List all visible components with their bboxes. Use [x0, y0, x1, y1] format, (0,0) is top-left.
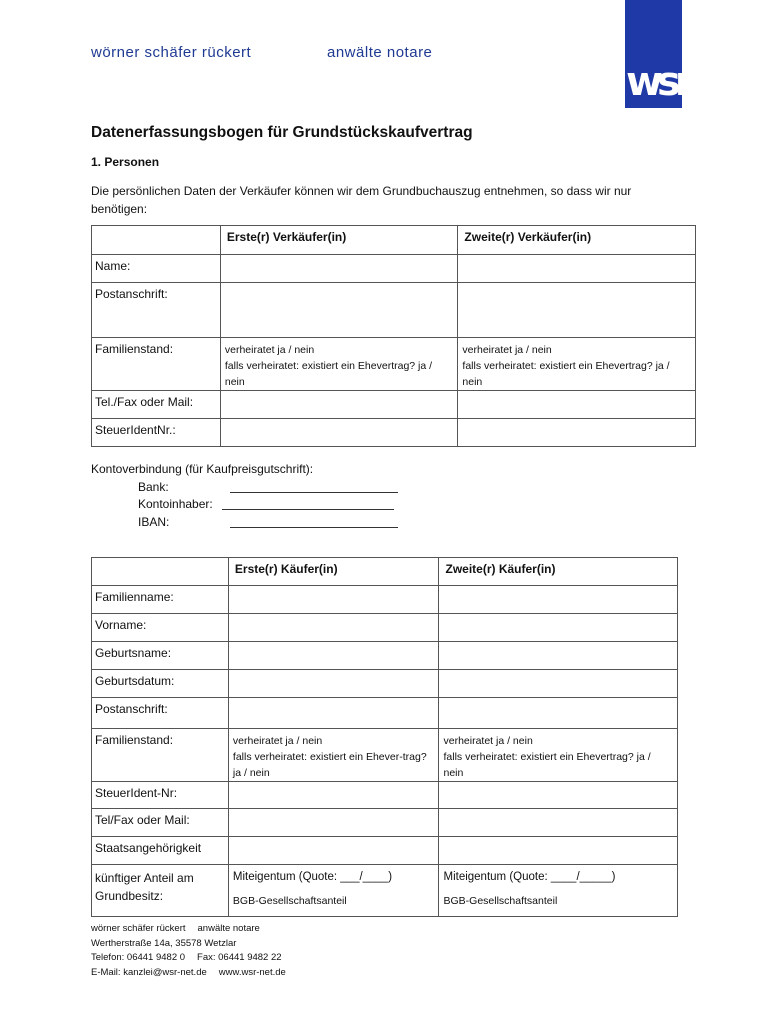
prenup-question: falls verheiratet: existiert ein Ehevertrag? ja / nein: [224, 360, 433, 388]
bank-field[interactable]: [230, 492, 398, 493]
firm-profession: anwälte notare: [327, 44, 433, 61]
row-label: Familienstand:: [92, 729, 229, 782]
footer-fax: Fax: 06441 9482 22: [197, 952, 282, 963]
buyer2-surname-field[interactable]: [439, 586, 678, 614]
buyer2-birthdate-field[interactable]: [439, 670, 678, 698]
prenup-question: falls verheiratet: existiert ein Ehever-trag? ja / nein: [232, 751, 427, 779]
footer-firm-name: wörner schäfer rückert: [91, 923, 186, 934]
row-label: Postanschrift:: [92, 283, 221, 338]
column-header: Erste(r) Verkäufer(in): [220, 226, 458, 255]
buyer2-birthname-field[interactable]: [439, 642, 678, 670]
row-label: Geburtsdatum:: [92, 670, 229, 698]
account-heading: Kontoverbindung (für Kaufpreisgutschrift):: [91, 462, 314, 476]
buyer1-share-field[interactable]: [228, 865, 439, 917]
row-label: Vorname:: [92, 614, 229, 642]
seller2-name-field[interactable]: [458, 255, 696, 283]
buyer2-nationality-field[interactable]: [439, 837, 678, 865]
section-heading: 1. Personen: [91, 155, 160, 169]
row-label: Tel./Fax oder Mail:: [92, 391, 221, 419]
seller1-taxid-field[interactable]: [220, 419, 458, 447]
footer-website[interactable]: www.wsr-net.de: [218, 966, 286, 978]
buyer2-marital-field[interactable]: [439, 729, 678, 782]
buyer2-taxid-field[interactable]: [439, 782, 678, 809]
iban-label: IBAN:: [138, 514, 170, 529]
seller1-name-field[interactable]: [220, 255, 458, 283]
logo-text: wsr: [626, 59, 689, 105]
account-section: [91, 461, 313, 531]
co-ownership-option: Miteigentum (Quote: ____/_____): [443, 871, 616, 883]
buyer1-birthname-field[interactable]: [228, 642, 439, 670]
account-holder-label: Kontoinhaber:: [138, 497, 213, 511]
row-label: Name:: [92, 255, 221, 283]
buyers-table: [91, 557, 678, 917]
buyer1-surname-field[interactable]: [228, 586, 439, 614]
seller1-contact-field[interactable]: [220, 391, 458, 419]
footer: [91, 922, 286, 980]
marital-option: verheiratet ja / nein: [462, 344, 552, 356]
row-label: Geburtsname:: [92, 642, 229, 670]
seller2-marital-field[interactable]: [458, 338, 696, 391]
footer-address: Wertherstraße 14a, 35578 Wetzlar: [91, 937, 237, 949]
sellers-table: [91, 225, 696, 447]
row-label: Tel/Fax oder Mail:: [92, 809, 229, 837]
row-label: Familienstand:: [92, 338, 221, 391]
column-header: Zweite(r) Käufer(in): [439, 558, 678, 586]
iban-field[interactable]: [230, 527, 398, 528]
buyer1-marital-field[interactable]: [228, 729, 439, 782]
seller1-address-field[interactable]: [220, 283, 458, 338]
buyer1-nationality-field[interactable]: [228, 837, 439, 865]
account-holder-field[interactable]: [222, 509, 394, 510]
marital-option: verheiratet ja / nein: [232, 735, 323, 747]
row-label: Staatsangehörigkeit: [92, 837, 229, 865]
firm-name: wörner schäfer rückert: [91, 44, 252, 61]
seller1-marital-field[interactable]: [220, 338, 458, 391]
row-label: SteuerIdent-Nr:: [92, 782, 229, 809]
row-label: Familienname:: [92, 586, 229, 614]
document-title: Datenerfassungsbogen für Grundstückskaufvertrag: [91, 124, 473, 141]
bgb-share-option: BGB-Gesellschaftsanteil: [443, 895, 558, 907]
firm-header: [91, 44, 433, 61]
prenup-question: falls verheiratet: existiert ein Ehevertrag? ja / nein: [443, 751, 651, 779]
header-empty-cell: [92, 558, 229, 586]
wsr-logo: [625, 0, 689, 108]
footer-firm-profession: anwälte notare: [197, 923, 260, 934]
buyer1-taxid-field[interactable]: [228, 782, 439, 809]
footer-email[interactable]: E-Mail: kanzlei@wsr-net.de: [91, 966, 207, 978]
row-label: SteuerIdentNr.:: [92, 419, 221, 447]
buyer1-contact-field[interactable]: [228, 809, 439, 837]
marital-option: verheiratet ja / nein: [443, 735, 533, 747]
seller2-contact-field[interactable]: [458, 391, 696, 419]
co-ownership-option: Miteigentum (Quote: ___/____): [232, 871, 393, 883]
bank-label: Bank:: [138, 479, 169, 494]
prenup-question: falls verheiratet: existiert ein Ehevertrag? ja / nein: [462, 360, 670, 388]
column-header: Zweite(r) Verkäufer(in): [458, 226, 696, 255]
seller2-address-field[interactable]: [458, 283, 696, 338]
row-label: künftiger Anteil am Grundbesitz:: [92, 865, 229, 917]
header-empty-cell: [92, 226, 221, 255]
buyer2-share-field[interactable]: [439, 865, 678, 917]
row-label: Postanschrift:: [92, 698, 229, 729]
buyer2-contact-field[interactable]: [439, 809, 678, 837]
bgb-share-option: BGB-Gesellschaftsanteil: [232, 895, 347, 907]
footer-phone: Telefon: 06441 9482 0: [91, 952, 186, 963]
intro-text: Die persönlichen Daten der Verkäufer können wir dem Grundbuchauszug entnehmen, so dass wir nur benötigen:: [91, 184, 632, 216]
buyer1-firstname-field[interactable]: [228, 614, 439, 642]
seller2-taxid-field[interactable]: [458, 419, 696, 447]
buyer2-firstname-field[interactable]: [439, 614, 678, 642]
marital-option: verheiratet ja / nein: [224, 344, 315, 356]
column-header: Erste(r) Käufer(in): [228, 558, 439, 586]
buyer2-address-field[interactable]: [439, 698, 678, 729]
buyer1-address-field[interactable]: [228, 698, 439, 729]
buyer1-birthdate-field[interactable]: [228, 670, 439, 698]
